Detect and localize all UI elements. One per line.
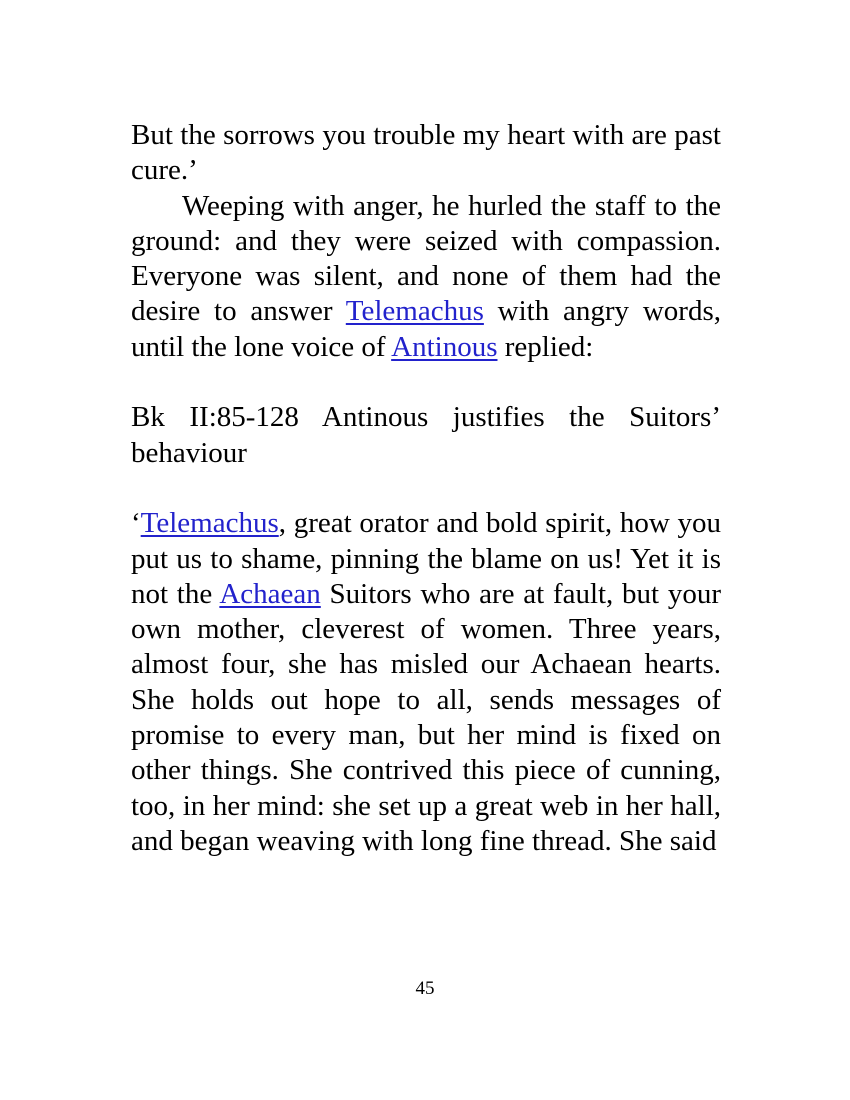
- link-achaean[interactable]: Achaean: [219, 577, 321, 610]
- page-number: 45: [415, 978, 435, 999]
- paragraph-text: , great orator and bold spirit, how you put us to shame, pinning the blame on us! Yet it is not the: [131, 507, 721, 610]
- paragraph-text: But the sorrows you trouble my heart with are past cure.’: [131, 119, 721, 187]
- paragraph-speech-end: [131, 118, 721, 189]
- paragraph-text: replied:: [497, 330, 594, 363]
- paragraph-gap: [131, 365, 721, 400]
- link-antinous[interactable]: Antinous: [391, 330, 498, 363]
- link-telemachus[interactable]: Telemachus: [140, 507, 279, 540]
- paragraph-antinous-speech: [131, 506, 721, 859]
- paragraph-text: ‘: [131, 507, 141, 540]
- page-body: [131, 118, 721, 859]
- paragraph-gap: [131, 471, 721, 506]
- paragraph-narration: [131, 189, 721, 365]
- paragraph-text: with angry words, until the lone voice of: [131, 295, 721, 363]
- link-telemachus[interactable]: Telemachus: [345, 295, 484, 328]
- section-heading: Bk II:85-128 Antinous justifies the Suitors’ behaviour: [131, 401, 721, 469]
- paragraph-text: Weeping with anger, he hurled the staff to the ground: and they were seized with compassion. Everyone was silent, and none of them had the desire to answer: [131, 189, 721, 328]
- paragraph-text: Suitors who are at fault, but your own mother, cleverest of women. Three years, almost four, she has misled our Achaean hearts. She holds out hope to all, sends messages of promise to every man, but her mind is fixed on other things. She contrived this piece of cunning, too, in her mind: she set up a great web in her hall, and began weaving with long fine thread. She said: [131, 577, 721, 857]
